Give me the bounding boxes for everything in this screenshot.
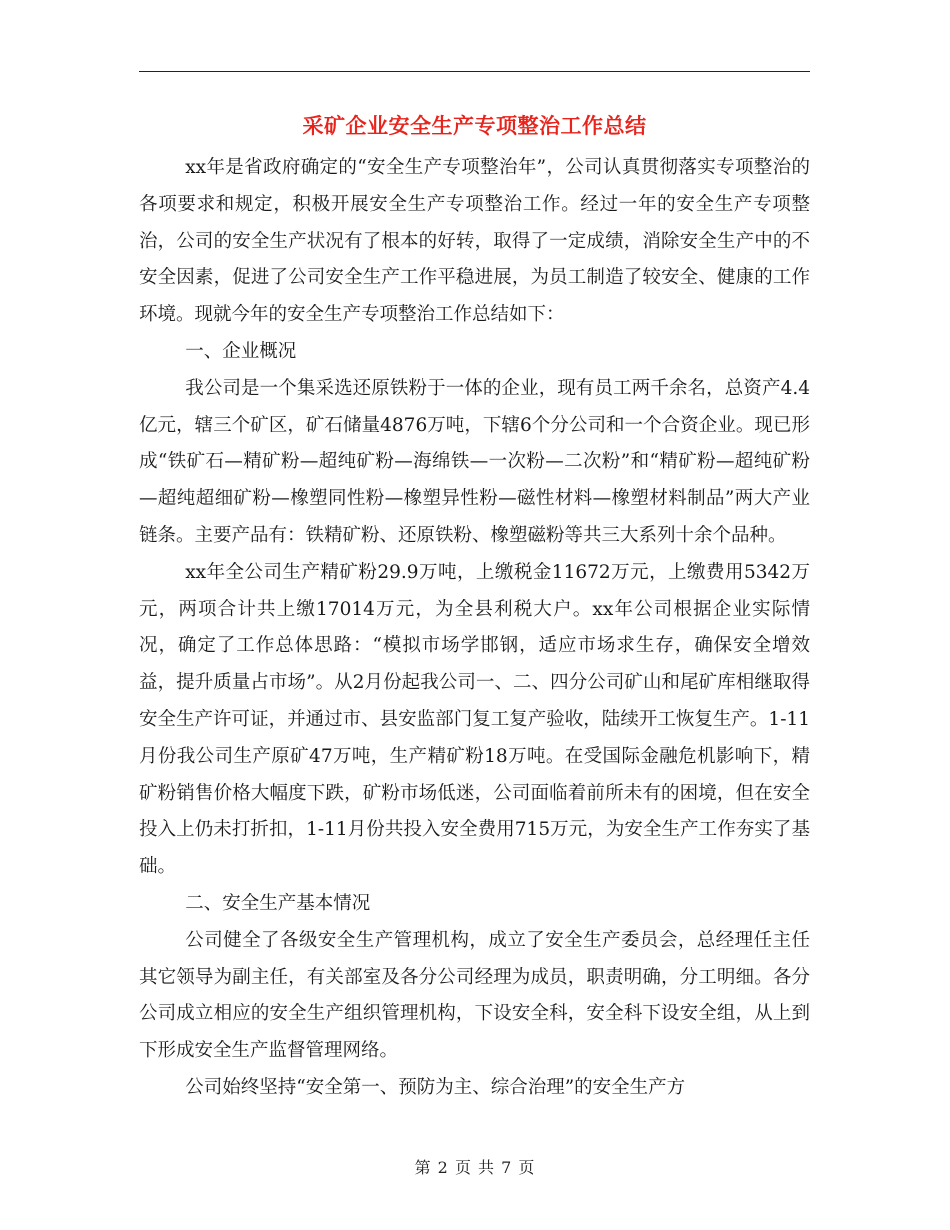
- safety-organization-paragraph: 公司健全了各级安全生产管理机构，成立了安全生产委员会，总经理任主任其它领导为副主任，有关部室及各分公司经理为成员，职责明确，分工明细。各分公司成立相应的安全生产组织管理机构，下设安全科，安全科下设安全组，从上到下形成安全生产监督管理网络。: [139, 929, 810, 1062]
- section-heading-safety: 二、安全生产基本情况: [185, 892, 371, 914]
- header-rule: [139, 71, 810, 72]
- document-body: [139, 150, 810, 1107]
- company-profile-paragraph: 我公司是一个集采选还原铁粉于一体的企业，现有员工两千余名，总资产4.4亿元，辖三个矿区，矿石储量4876万吨，下辖6个分公司和一个合资企业。现已形成“铁矿石—精矿粉—超纯矿粉—海绵铁—一次粉—二次粉”和“精矿粉—超纯矿粉—超纯超细矿粉—橡塑同性粉—橡塑异性粉—磁性材料—橡塑材料制品”两大产业链条。主要产品有：铁精矿粉、还原铁粉、橡塑磁粉等共三大系列十余个品种。: [139, 377, 810, 546]
- production-figures-paragraph: xx年全公司生产精矿粉29.9万吨，上缴税金11672万元，上缴费用5342万元，两项合计共上缴17014万元，为全县利税大户。xx年公司根据企业实际情况，确定了工作总体思路：“模拟市场学邯钢，适应市场求生存，确保安全增效益，提升质量占市场”。从2月份起我公司一、二、四分公司矿山和尾矿库相继取得安全生产许可证，并通过市、县安监部门复工复产验收，陆续开工恢复生产。1-11月份我公司生产原矿47万吨，生产精矿粉18万吨。在受国际金融危机影响下，精矿粉销售价格大幅度下跌，矿粉市场低迷，公司面临着前所未有的困境，但在安全投入上仍未打折扣，1-11月份共投入安全费用715万元，为安全生产工作夯实了基础。: [139, 561, 810, 878]
- intro-paragraph: xx年是省政府确定的“安全生产专项整治年”，公司认真贯彻落实专项整治的各项要求和规定，积极开展安全生产专项整治工作。经过一年的安全生产专项整治，公司的安全生产状况有了根本的好转，取得了一定成绩，消除安全生产中的不安全因素，促进了公司安全生产工作平稳进展，为员工制造了较安全、健康的工作环境。现就今年的安全生产专项整治工作总结如下：: [139, 157, 810, 326]
- page-number-footer: 第 2 页 共 7 页: [414, 1158, 536, 1177]
- document-title: 采矿企业安全生产专项整治工作总结: [302, 113, 647, 138]
- section-heading-overview: 一、企业概况: [185, 340, 297, 362]
- safety-policy-paragraph: 公司始终坚持“安全第一、预防为主、综合治理”的安全生产方: [185, 1076, 686, 1098]
